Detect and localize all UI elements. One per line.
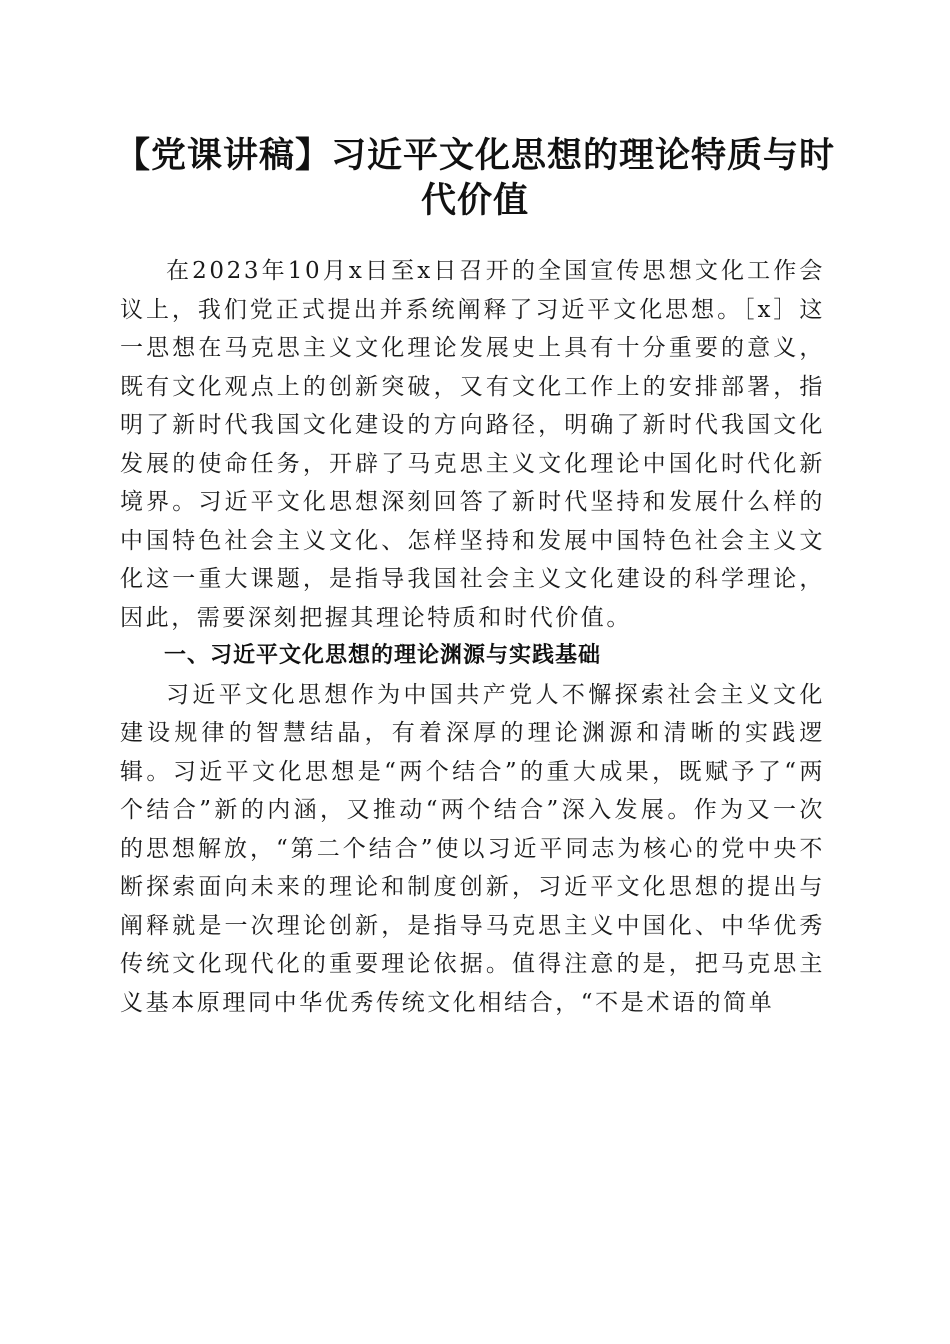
section-paragraph: 习近平文化思想作为中国共产党人不懈探索社会主义文化建设规律的智慧结晶，有着深厚的理论渊源和清晰的实践逻辑。习近平文化思想是“两个结合”的重大成果，既赋予了“两个结合”新的内涵，又推动“两个结合”深入发展。作为又一次的思想解放，“第二个结合”使以习近平同志为核心的党中央不断探索面向未来的理论和制度创新，习近平文化思想的提出与阐释就是一次理论创新，是指导马克思主义中国化、中华优秀传统文化现代化的重要理论依据。值得注意的是，把马克思主义基本原理同中华优秀传统文化相结合，“不是术语的简单 xyxy=(120,681,825,1016)
section-heading: 一、习近平文化思想的理论渊源与实践基础 xyxy=(164,643,602,668)
intro-paragraph: 在2023年10月x日至x日召开的全国宣传思想文化工作会议上，我们党正式提出并系统阐释了习近平文化思想。［x］这一思想在马克思主义文化理论发展史上具有十分重要的意义，既有文化观点上的创新突破，又有文化工作上的安排部署，指明了新时代我国文化建设的方向路径，明确了新时代我国文化发展的使命任务，开辟了马克思主义文化理论中国化时代化新境界。习近平文化思想深刻回答了新时代坚持和发展什么样的中国特色社会主义文化、怎样坚持和发展中国特色社会主义文化这一重大课题，是指导我国社会主义文化建设的科学理论，因此，需要深刻把握其理论特质和时代价值。 xyxy=(120,258,825,631)
document-body xyxy=(120,252,825,1022)
document-title: 【党课讲稿】习近平文化思想的理论特质与时代价值 xyxy=(114,136,835,221)
